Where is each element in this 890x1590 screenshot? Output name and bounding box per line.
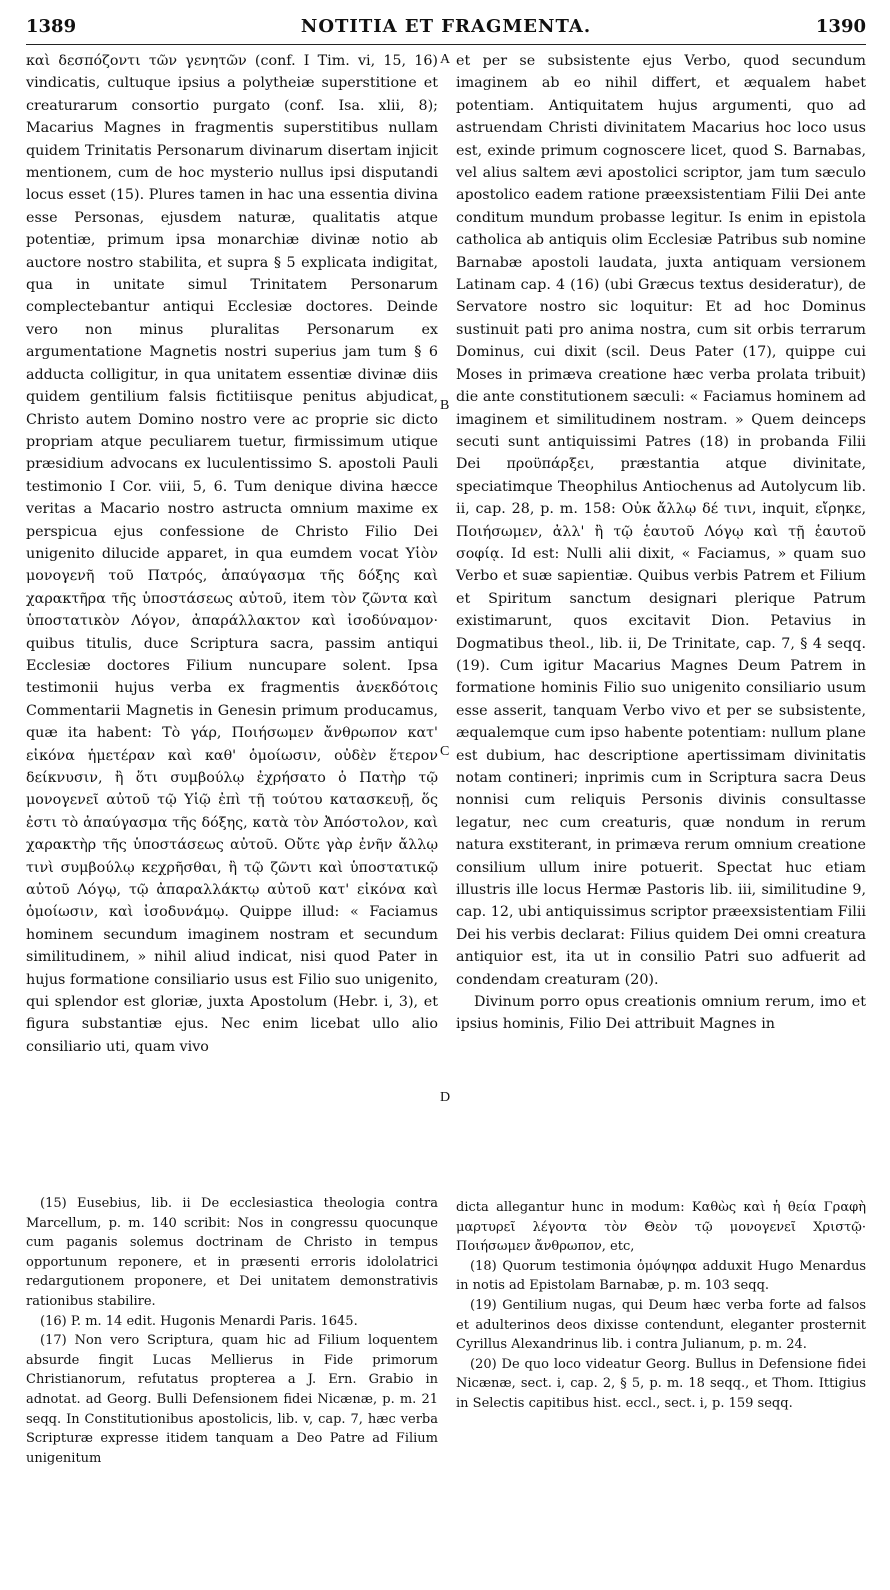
margin-marker-d: D	[440, 1090, 451, 1105]
left-column	[26, 50, 438, 1058]
footnote-20: (20) De quo loco videatur Georg. Bullus in Defensione fidei Nicænæ, sect. i, cap. 2, § 5, p. m. 18 seqq., et Thom. Ittigius in Selectis capitibus hist. eccl., sect. i, p. 159 seqq.	[456, 1356, 866, 1411]
margin-marker-a: A	[440, 52, 451, 67]
footnotes-right	[456, 1198, 866, 1414]
margin-marker-c: C	[440, 744, 450, 759]
header-rule	[26, 44, 866, 45]
right-column-text: et per se subsistente ejus Verbo, quod secundum imaginem ab eo nihil differt, et æqualem habet potentiam. Antiquitatem hujus argumenti, quo ad astruendam Christi divinitatem Macarius hoc loco usus est, exinde primum cognoscere licet, quod S. Barnabas, vel alius saltem ævi apostolici scriptor, jam tum sæculo apostolico eadem ratione præexsistentiam Filii Dei ante conditum mundum probasse legitur. Is enim in epistola catholica ab antiquis olim Ecclesiæ Patribus sub nomine Barnabæ apostoli laudata, juxta antiquam versionem Latinam cap. 4 (16) (ubi Græcus textus desideratur), de Servatore nostro sic loquitur: Et ad hoc Dominus sustinuit pati pro anima nostra, cum sit orbis terrarum Dominus, cui dixit (scil. Deus Pater (17), quippe cui Moses in primæva creatione hæc verba prolata tribuit) die ante constitutionem sæculi: « Faciamus hominem ad imaginem et similitudinem nostram. » Quem deinceps secuti sunt antiquissimi Patres (18) in probanda Filii Dei προϋπάρξει, præstantia atque divinitate, speciatimque Theophilus Antiochenus ad Autolycum lib. ii, cap. 28, p. m. 158: Οὐκ ἄλλῳ δέ τινι, inquit, εἴρηκε, Ποιήσωμεν, ἀλλ' ἢ τῷ ἑαυτοῦ Λόγῳ καὶ τῇ ἑαυτοῦ σοφίᾳ. Id est: Nulli alii dixit, « Faciamus, » quam suo Verbo et suæ sapientiæ. Quibus verbis Patrem et Filium et Spiritum sanctum designari plerique Patrum existimarunt, quos excitavit Dion. Petavius in Dogmatibus theol., lib. ii, De Trinitate, cap. 7, § 4 seqq. (19). Cum igitur Macarius Magnes Deum Patrem in formatione hominis Filio suo unigenito consiliario usum esse asserit, tanquam Verbo vivo et per se subsistente, æqualemque cum ipso habente potentiam: nullum plane est dubium, hac descriptione apertissimam divinitatis notam contineri; inprimis cum in Scriptura sacra Deus nonnisi cum reliquis Personis divinis consultasse legatur, nec cum creaturis, quæ nondum in rerum natura exstiterant, in primæva rerum omnium creatione consilium ullum inire potuerit. Spectat huc etiam illustris ille locus Hermæ Pastoris lib. iii, similitudine 9, cap. 12, ubi antiquissimus scriptor præexsistentiam Filii Dei his verbis declarat: Filius quidem Dei omni creatura antiquior est, ita ut in consilio Patri suo adfuerit ad condendam creaturam (20).	[456, 53, 866, 988]
running-header	[26, 16, 866, 40]
footnote-18: (18) Quorum testimonia ὁμόψηφα adduxit Hugo Menardus in notis ad Epistolam Barnabæ, p. m. 103 seqq.	[456, 1258, 866, 1294]
footnote-16: (16) P. m. 14 edit. Hugonis Menardi Paris. 1645.	[40, 1313, 358, 1329]
footnotes-left	[26, 1194, 438, 1468]
left-column-text: καὶ δεσπόζοντι τῶν γενητῶν (conf. I Tim. vi, 15, 16) vindicatis, cultuque ipsius a polytheiæ superstitione et creaturarum consortio purgato (conf. Isa. xlii, 8); Macarius Magnes in fragmentis superstitibus nullam quidem Trinitatis Personarum divinarum disertam injicit mentionem, cum de hoc mysterio nullus ipsi disputandi locus esset (15). Plures tamen in hac una essentia divina esse Personas, ejusdem naturæ, qualitatis atque potentiæ, primum ipsa monarchiæ divinæ notio ab auctore nostro stabilita, et supra § 5 explicata indigitat, qua in unitate simul Trinitatem Personarum complectebantur antiqui Ecclesiæ doctores. Deinde vero non minus pluralitas Personarum ex argumentatione Magnetis nostri superius jam tum § 6 adducta colligitur, in qua unitatem essentiæ divinæ diis quidem gentilium falsis fictitiisque penitus abjudicat, Christo autem Domino nostro vere ac proprie sic dicto propriam atque peculiarem tuetur, firmissimum utique præsidium advocans ex luculentissimo S. apostoli Pauli testimonio I Cor. viii, 5, 6. Tum denique divina hæcce veritas a Macario nostro astructa omnium maxime ex perspicua ejus confessione de Christo Filio Dei unigenito dilucide apparet, in qua eumdem vocat Υἱὸν μονογενῆ τοῦ Πατρός, ἀπαύγασμα τῆς δόξης καὶ χαρακτῆρα τῆς ὑποστάσεως αὐτοῦ, item τὸν ζῶντα καὶ ὑποστατικὸν Λόγον, ἀπαράλλακτον καὶ ἰσοδύναμον· quibus titulis, duce Scriptura sacra, passim antiqui Ecclesiæ doctores Filium nuncupare solent. Ipsa testimonii hujus verba ex fragmentis ἀνεκδότοις Commentarii Magnetis in Genesin primum producamus, quæ ita habent: Τὸ γάρ, Ποιήσωμεν ἄνθρωπον κατ' εἰκόνα ἡμετέραν καὶ καθ' ὁμοίωσιν, οὐδὲν ἕτερον δείκνυσιν, ἢ ὅτι συμβούλῳ ἐχρήσατο ὁ Πατὴρ τῷ μονογενεῖ αὐτοῦ τῷ Υἱῷ ἐπὶ τῇ τούτου κατασκευῇ, ὅς ἐστι τὸ ἀπαύγασμα τῆς δόξης, κατὰ τὸν Ἀπόστολον, καὶ χαρακτὴρ τῆς ὑποστάσεως αὐτοῦ. Οὔτε γὰρ ἐνῆν ἄλλῳ τινὶ συμβούλῳ κεχρῆσθαι, ἢ τῷ ζῶντι καὶ ὑποστατικῷ αὐτοῦ Λόγῳ, τῷ ἀπαραλλάκτῳ αὐτοῦ κατ' εἰκόνα καὶ ὁμοίωσιν, καὶ ἰσοδυνάμῳ. Quippe illud: « Faciamus hominem secundum imaginem nostram et secundum similitudinem, » nihil aliud indicat, nisi quod Pater in hujus formatione consiliario usus est Filio suo unigenito, qui splendor est gloriæ, juxta Apostolum (Hebr. i, 3), et figura substantiæ ejus. Nec enim licebat ullo alio consiliario uti, quam vivo	[26, 53, 438, 1055]
footnote-17: (17) Non vero Scriptura, quam hic ad Filium loquentem absurde fingit Lucas Mellierus in Fide primorum Christianorum, refutatus propterea a J. Ern. Grabio in adnotat. ad Georg. Bulli Defensionem fidei Nicænæ, p. m. 21 seqq. In Constitutionibus apostolicis, lib. v, cap. 7, hæc verba Scripturæ expresse itidem tanquam a Deo Patre ad Filium unigenitum	[26, 1333, 438, 1466]
footnote-15: (15) Eusebius, lib. ii De ecclesiastica theologia contra Marcellum, p. m. 140 scribit: Nos in congressu quocunque cum paganis solemus doctrinam de Christo in tempus opportunum reponere, et in præsenti erroris idololatrici redargutionem proponere, et Dei unitatem demonstrativis rationibus stabilire.	[26, 1196, 438, 1309]
running-title: NOTITIA ET FRAGMENTA.	[300, 16, 592, 37]
footnote-17-continued: dicta allegantur hunc in modum: Καθὼς καὶ ἡ θεία Γραφὴ μαρτυρεῖ λέγοντα τὸν Θεὸν τῷ μονογενεῖ Χριστῷ· Ποιήσωμεν ἄνθρωπον, etc,	[456, 1200, 866, 1255]
page-number-left: 1389	[26, 16, 77, 37]
right-column-text-2: Divinum porro opus creationis omnium rerum, imo et ipsius hominis, Filio Dei attribuit Magnes in	[456, 994, 866, 1033]
right-column	[456, 50, 866, 1036]
footnote-19: (19) Gentilium nugas, qui Deum hæc verba forte ad falsos et adulterinos deos dixisse contendunt, eleganter prosternit Cyrillus Alexandrinus lib. i contra Julianum, p. m. 24.	[456, 1297, 866, 1353]
page-number-right: 1390	[815, 16, 866, 37]
margin-marker-b: B	[440, 398, 450, 413]
